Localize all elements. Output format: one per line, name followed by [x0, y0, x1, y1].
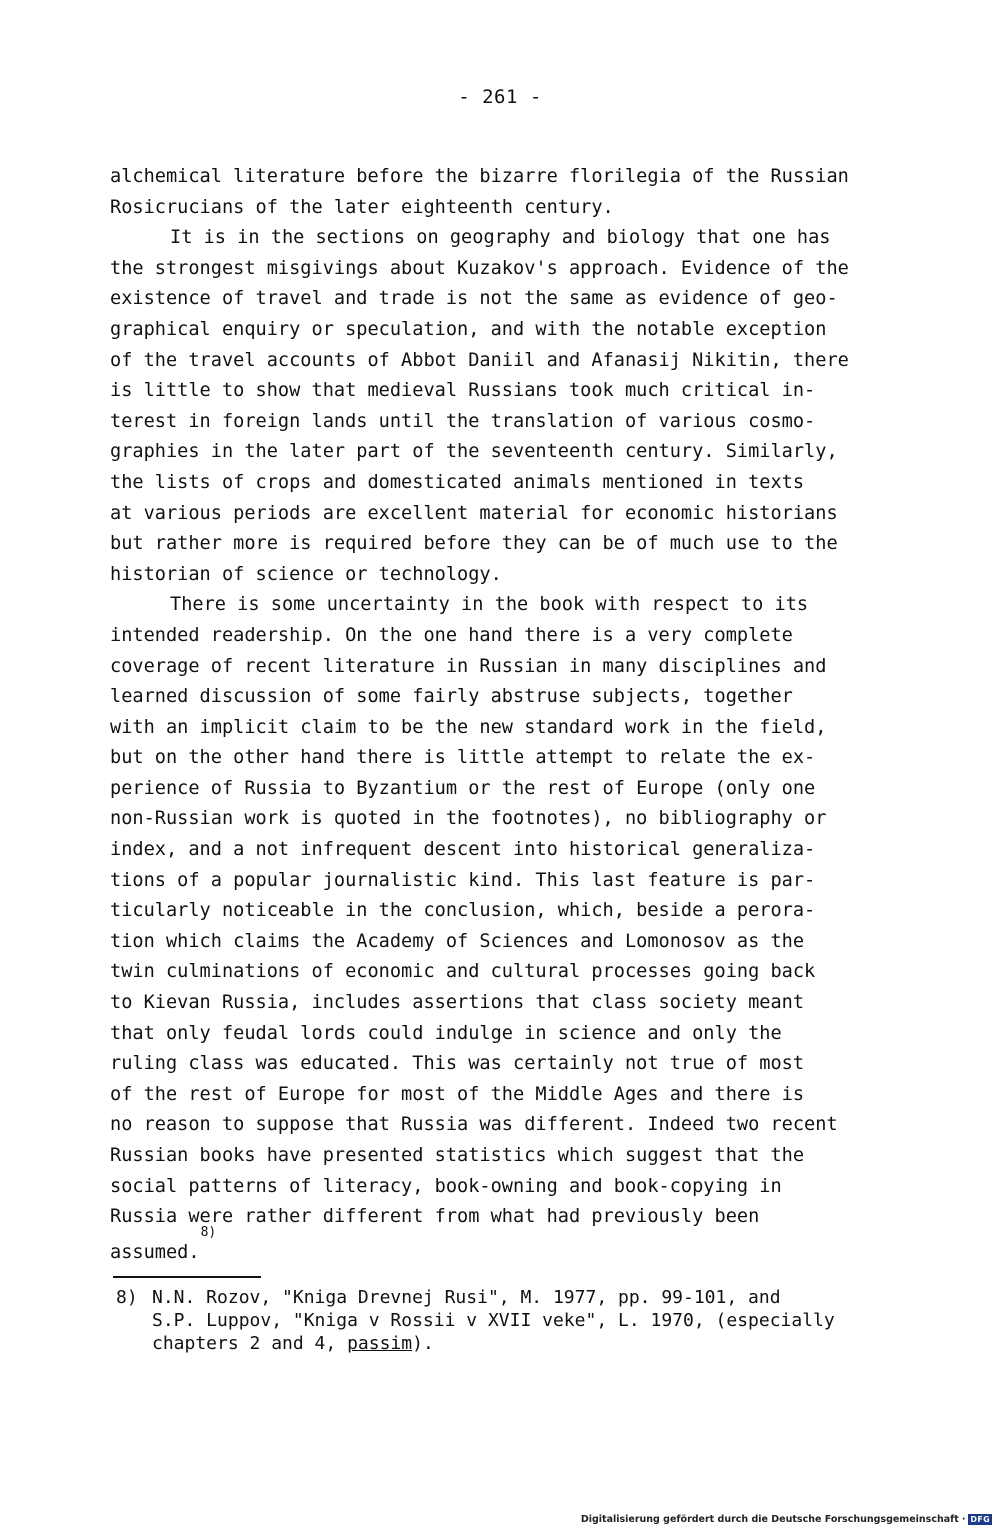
footnote-text: ).: [412, 1333, 434, 1354]
text-line: that only feudal lords could indulge in science and only the: [110, 1022, 782, 1044]
footnote-line: [116, 1286, 956, 1309]
footnote-emphasis: passim: [347, 1333, 413, 1354]
text-line: but on the other hand there is little attempt to relate the ex-: [110, 747, 816, 769]
text-line: Russian books have presented statistics which suggest that the: [110, 1145, 805, 1166]
text-line: no reason to suppose that Russia was different. Indeed two recent: [110, 1114, 838, 1136]
page-number: - 261 -: [458, 86, 542, 108]
digitization-credit: [581, 1514, 992, 1525]
footnote-line: [116, 1332, 956, 1355]
text-line: intended readership. On the one hand there is a very complete: [110, 624, 793, 646]
text-line: graphical enquiry or speculation, and with the notable exception: [110, 318, 827, 340]
credit-separator: ·: [961, 1514, 966, 1525]
text-line: Rosicrucians of the later eighteenth century.: [110, 196, 614, 218]
dfg-logo: DFG: [970, 1515, 990, 1524]
text-line: of the rest of Europe for most of the Middle Ages and there is: [110, 1083, 805, 1105]
text-line: the strongest misgivings about Kuzakov's approach. Evidence of the: [110, 257, 849, 279]
footnote-label: 8): [116, 1287, 138, 1308]
text-line: Russia were rather different from what had previously been: [110, 1206, 760, 1228]
footnote: [116, 1286, 956, 1355]
text-line: historian of science or technology.: [110, 563, 502, 585]
credit-text: Digitalisierung gefördert durch die Deutsche Forschungsgemeinschaft: [580, 1514, 959, 1525]
footnote-divider: [113, 1276, 261, 1278]
text-line: of the travel accounts of Abbot Daniil and Afanasij Nikitin, there: [110, 349, 849, 371]
text-line: social patterns of literacy, book-owning and book-copying in: [110, 1175, 782, 1197]
text-line: ticularly noticeable in the conclusion, which, beside a perora-: [110, 900, 816, 922]
text-line: ruling class was educated. This was certainly not true of most: [110, 1053, 805, 1075]
text-line: to Kievan Russia, includes assertions that class society meant: [110, 992, 805, 1014]
footnote-line: S.P. Luppov, "Kniga v Rossii v XVII veke", L. 1970, (especially: [152, 1310, 835, 1331]
footnote-text: N.N. Rozov, "Kniga Drevnej Rusi", M. 1977, pp. 99-101, and: [152, 1287, 781, 1308]
text-line: twin culminations of economic and cultural processes going back: [110, 961, 816, 983]
text-line: existence of travel and trade is not the same as evidence of geo-: [110, 288, 838, 310]
text-line: is little to show that medieval Russians took much critical in-: [110, 380, 816, 402]
paragraph-start-line: There is some uncertainty in the book with respect to its: [170, 594, 809, 616]
text-line: with an implicit claim to be the new standard work in the field,: [110, 716, 827, 738]
footnote-text: chapters 2 and 4,: [152, 1333, 348, 1354]
last-line: [110, 1224, 930, 1264]
text-line: tions of a popular journalistic kind. This last feature is par-: [110, 869, 816, 891]
text-line: perience of Russia to Byzantium or the rest of Europe (only one: [110, 777, 816, 799]
text-line: tion which claims the Academy of Sciences and Lomonosov as the: [110, 930, 805, 952]
text-line: index, and a not infrequent descent into historical generaliza-: [110, 839, 816, 861]
text-line: but rather more is required before they can be of much use to the: [110, 533, 838, 555]
text-line: learned discussion of some fairly abstruse subjects, together: [110, 686, 793, 708]
text-line: coverage of recent literature in Russian in many disciplines and: [110, 655, 827, 677]
text-line: the lists of crops and domesticated animals mentioned in texts: [110, 471, 805, 493]
body-text: [110, 162, 930, 1263]
footnote-reference: 8): [200, 1224, 217, 1240]
text-line: graphies in the later part of the seventeenth century. Similarly,: [110, 441, 838, 463]
text-line: alchemical literature before the bizarre florilegia of the Russian: [110, 166, 849, 187]
text-line: non-Russian work is quoted in the footnotes), no bibliography or: [110, 808, 827, 830]
text-line: at various periods are excellent material for economic historians: [110, 502, 838, 524]
text-line: terest in foreign lands until the translation of various cosmo-: [110, 410, 816, 432]
paragraph-start-line: It is in the sections on geography and biology that one has: [170, 227, 831, 249]
text-line: assumed.: [110, 1241, 200, 1263]
